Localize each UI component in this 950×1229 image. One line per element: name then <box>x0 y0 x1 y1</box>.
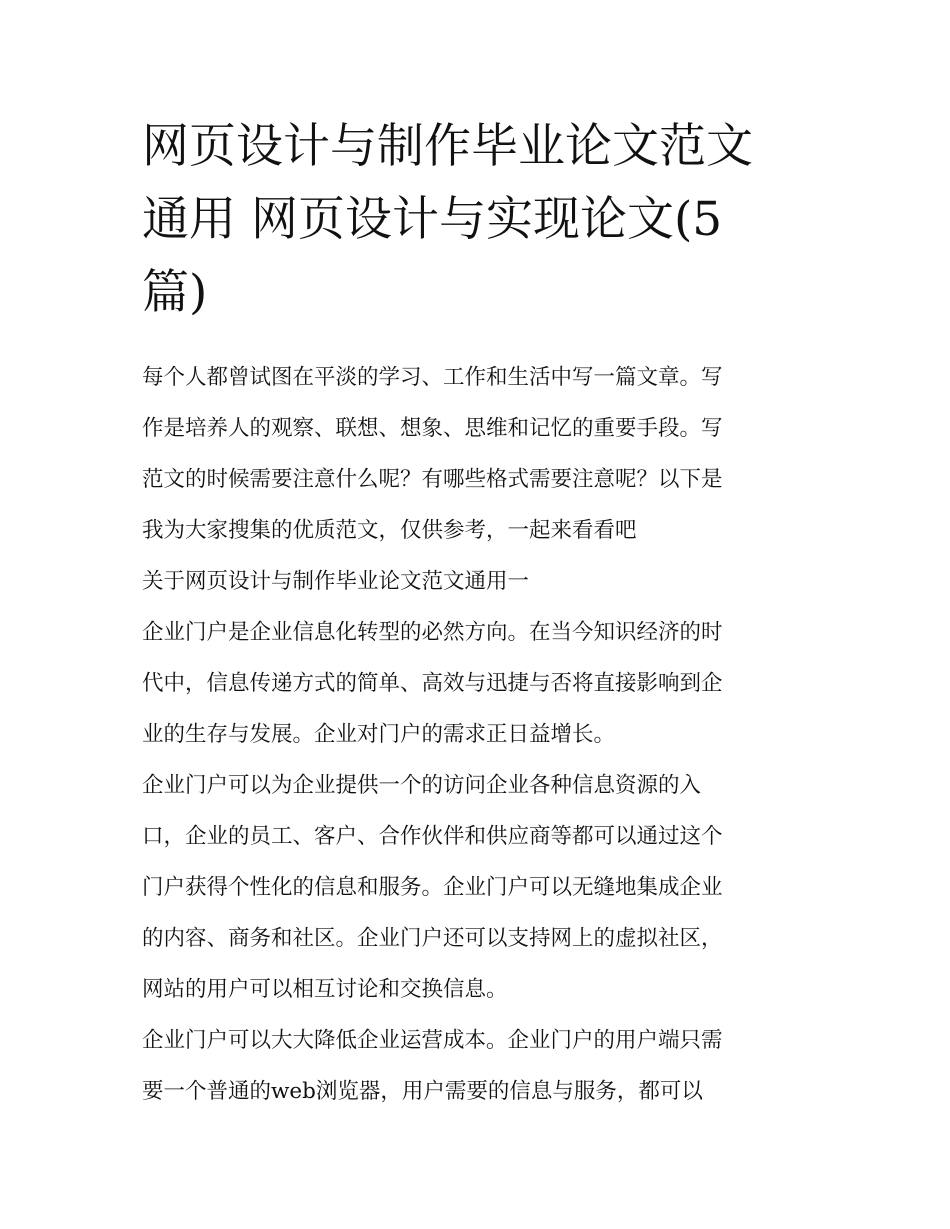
text-line: 我为大家搜集的优质范文，仅供参考，一起来看看吧 <box>142 518 637 543</box>
text-line: 口，企业的员工、客户、合作伙伴和供应商等都可以通过这个 <box>142 824 723 849</box>
title-line: 通用 网页设计与实现论文(5 <box>142 192 723 247</box>
text-line: 业的生存与发展。企业对门户的需求正日益增长。 <box>142 722 616 747</box>
text-line: 要一个普通的web浏览器，用户需要的信息与服务，都可以 <box>142 1079 703 1104</box>
text-line: 范文的时候需要注意什么呢？有哪些格式需要注意呢？以下是 <box>142 467 723 492</box>
section-heading <box>142 556 814 607</box>
body-paragraph <box>142 1015 814 1117</box>
text-line: 每个人都曾试图在平淡的学习、工作和生活中写一篇文章。写 <box>142 365 723 390</box>
document-page <box>142 110 814 1117</box>
text-line: 代中，信息传递方式的简单、高效与迅捷与否将直接影响到企 <box>142 671 723 696</box>
title-line: 篇) <box>142 265 208 320</box>
document-title <box>142 110 814 329</box>
text-line: 网站的用户可以相互讨论和交换信息。 <box>142 977 508 1002</box>
title-line: 网页设计与制作毕业论文范文 <box>142 119 753 174</box>
text-line: 门户获得个性化的信息和服务。企业门户可以无缝地集成企业 <box>142 875 723 900</box>
text-line: 作是培养人的观察、联想、想象、思维和记忆的重要手段。写 <box>142 416 723 441</box>
text-line: 企业门户可以为企业提供一个的访问企业各种信息资源的入 <box>142 773 702 798</box>
text-line: 企业门户可以大大降低企业运营成本。企业门户的用户端只需 <box>142 1028 723 1053</box>
body-paragraph <box>142 607 814 760</box>
intro-paragraph <box>142 352 814 556</box>
text-line: 的内容、商务和社区。企业门户还可以支持网上的虚拟社区， <box>142 926 723 951</box>
text-line: 企业门户是企业信息化转型的必然方向。在当今知识经济的时 <box>142 620 723 645</box>
text-line: 关于网页设计与制作毕业论文范文通用一 <box>142 569 530 594</box>
body-paragraph <box>142 760 814 1015</box>
document-body <box>142 352 814 1117</box>
